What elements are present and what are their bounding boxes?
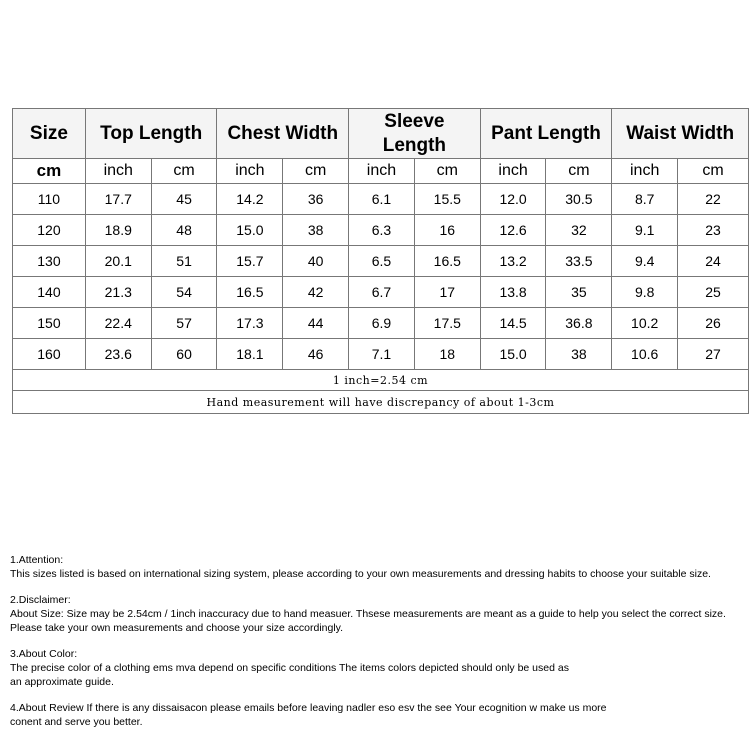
measurement-cell: 24 — [678, 246, 749, 277]
unit-row — [13, 159, 749, 184]
measurement-cell: 17.3 — [217, 308, 283, 339]
measurement-cell: 15.0 — [480, 339, 546, 370]
unit-cell: cm — [283, 159, 349, 184]
note-line: The precise color of a clothing ems mva depend on specific conditions The items colors depicted should only be used as — [10, 662, 569, 674]
size-row — [13, 246, 749, 277]
measurement-cell: 40 — [283, 246, 349, 277]
measurement-cell: 6.3 — [349, 215, 415, 246]
header-chest-width: Chest Width — [217, 109, 349, 159]
measurement-cell: 12.6 — [480, 215, 546, 246]
measurement-cell: 35 — [546, 277, 612, 308]
measurement-cell: 9.8 — [612, 277, 678, 308]
measurement-cell: 18.9 — [85, 215, 151, 246]
note-block — [10, 701, 748, 729]
size-chart-table — [12, 108, 749, 414]
measurement-cell: 54 — [151, 277, 217, 308]
size-cell: 160 — [13, 339, 86, 370]
measurement-cell: 20.1 — [85, 246, 151, 277]
measurement-cell: 21.3 — [85, 277, 151, 308]
measurement-cell: 15.0 — [217, 215, 283, 246]
measurement-cell: 36.8 — [546, 308, 612, 339]
measurement-cell: 7.1 — [349, 339, 415, 370]
size-cell: 110 — [13, 184, 86, 215]
measurement-cell: 23.6 — [85, 339, 151, 370]
note-title: 3.About Color: — [10, 648, 78, 660]
measurement-cell: 12.0 — [480, 184, 546, 215]
measurement-cell: 18 — [414, 339, 480, 370]
measurement-cell: 42 — [283, 277, 349, 308]
measurement-cell: 14.2 — [217, 184, 283, 215]
unit-cell: inch — [217, 159, 283, 184]
note-line: This sizes listed is based on international sizing system, please according to your own measurements and dressing habits to choose your suitable size. — [10, 568, 711, 580]
measurement-cell: 16 — [414, 215, 480, 246]
size-row — [13, 339, 749, 370]
measurement-cell: 25 — [678, 277, 749, 308]
measurement-cell: 17.7 — [85, 184, 151, 215]
measurement-cell: 27 — [678, 339, 749, 370]
note-line: 4.About Review If there is any dissaisacon please emails before leaving nadler eso esv the see Your ecognition w make us more — [10, 702, 607, 714]
measurement-cell: 17 — [414, 277, 480, 308]
measurement-cell: 15.5 — [414, 184, 480, 215]
header-waist-width: Waist Width — [612, 109, 749, 159]
measurement-cell: 51 — [151, 246, 217, 277]
measurement-cell: 46 — [283, 339, 349, 370]
measurement-cell: 9.4 — [612, 246, 678, 277]
measurement-cell: 23 — [678, 215, 749, 246]
measurement-cell: 38 — [283, 215, 349, 246]
measurement-note-row — [13, 391, 749, 414]
size-cell: 120 — [13, 215, 86, 246]
size-cell: 130 — [13, 246, 86, 277]
measurement-cell: 48 — [151, 215, 217, 246]
note-block — [10, 553, 748, 581]
note-title: 1.Attention: — [10, 554, 64, 566]
measurement-cell: 9.1 — [612, 215, 678, 246]
size-row — [13, 215, 749, 246]
measurement-cell: 30.5 — [546, 184, 612, 215]
conversion-note-row — [13, 370, 749, 391]
unit-cell: cm — [546, 159, 612, 184]
size-cell: 150 — [13, 308, 86, 339]
measurement-cell: 8.7 — [612, 184, 678, 215]
header-sleeve-length: Sleeve Length — [349, 109, 481, 159]
unit-cell: inch — [349, 159, 415, 184]
conversion-note: 1 inch=2.54 cm — [13, 370, 749, 391]
unit-cell: cm — [13, 159, 86, 184]
measurement-cell: 45 — [151, 184, 217, 215]
measurement-cell: 22.4 — [85, 308, 151, 339]
measurement-cell: 36 — [283, 184, 349, 215]
measurement-cell: 13.2 — [480, 246, 546, 277]
measurement-cell: 17.5 — [414, 308, 480, 339]
note-line: About Size: Size may be 2.54cm / 1inch inaccuracy due to hand measuer. Thsese measurements are meant as a guide to help you select the correct size. — [10, 608, 726, 620]
note-block — [10, 593, 748, 635]
size-row — [13, 184, 749, 215]
header-top-length: Top Length — [85, 109, 217, 159]
unit-cell: inch — [480, 159, 546, 184]
measurement-cell: 22 — [678, 184, 749, 215]
measurement-cell: 14.5 — [480, 308, 546, 339]
measurement-cell: 10.2 — [612, 308, 678, 339]
measurement-cell: 6.7 — [349, 277, 415, 308]
measurement-cell: 44 — [283, 308, 349, 339]
measurement-cell: 15.7 — [217, 246, 283, 277]
size-cell: 140 — [13, 277, 86, 308]
measurement-cell: 38 — [546, 339, 612, 370]
header-pant-length: Pant Length — [480, 109, 612, 159]
size-row — [13, 277, 749, 308]
measurement-cell: 6.5 — [349, 246, 415, 277]
unit-cell: cm — [678, 159, 749, 184]
measurement-cell: 33.5 — [546, 246, 612, 277]
measurement-cell: 10.6 — [612, 339, 678, 370]
measurement-cell: 18.1 — [217, 339, 283, 370]
unit-cell: cm — [151, 159, 217, 184]
unit-cell: inch — [612, 159, 678, 184]
note-title: 2.Disclaimer: — [10, 594, 71, 606]
measurement-cell: 32 — [546, 215, 612, 246]
note-line: Please take your own measurements and choose your size accordingly. — [10, 622, 344, 634]
note-line: conent and serve you better. — [10, 716, 143, 728]
measurement-cell: 13.8 — [480, 277, 546, 308]
header-size: Size — [13, 109, 86, 159]
note-block — [10, 647, 748, 689]
measurement-cell: 16.5 — [217, 277, 283, 308]
header-row — [13, 109, 749, 159]
measurement-cell: 26 — [678, 308, 749, 339]
measurement-cell: 60 — [151, 339, 217, 370]
size-row — [13, 308, 749, 339]
unit-cell: cm — [414, 159, 480, 184]
notes-section — [10, 553, 748, 741]
note-line: an approximate guide. — [10, 676, 114, 688]
measurement-cell: 57 — [151, 308, 217, 339]
measurement-note: Hand measurement will have discrepancy of about 1-3cm — [13, 391, 749, 414]
measurement-cell: 6.1 — [349, 184, 415, 215]
measurement-cell: 16.5 — [414, 246, 480, 277]
unit-cell: inch — [85, 159, 151, 184]
measurement-cell: 6.9 — [349, 308, 415, 339]
